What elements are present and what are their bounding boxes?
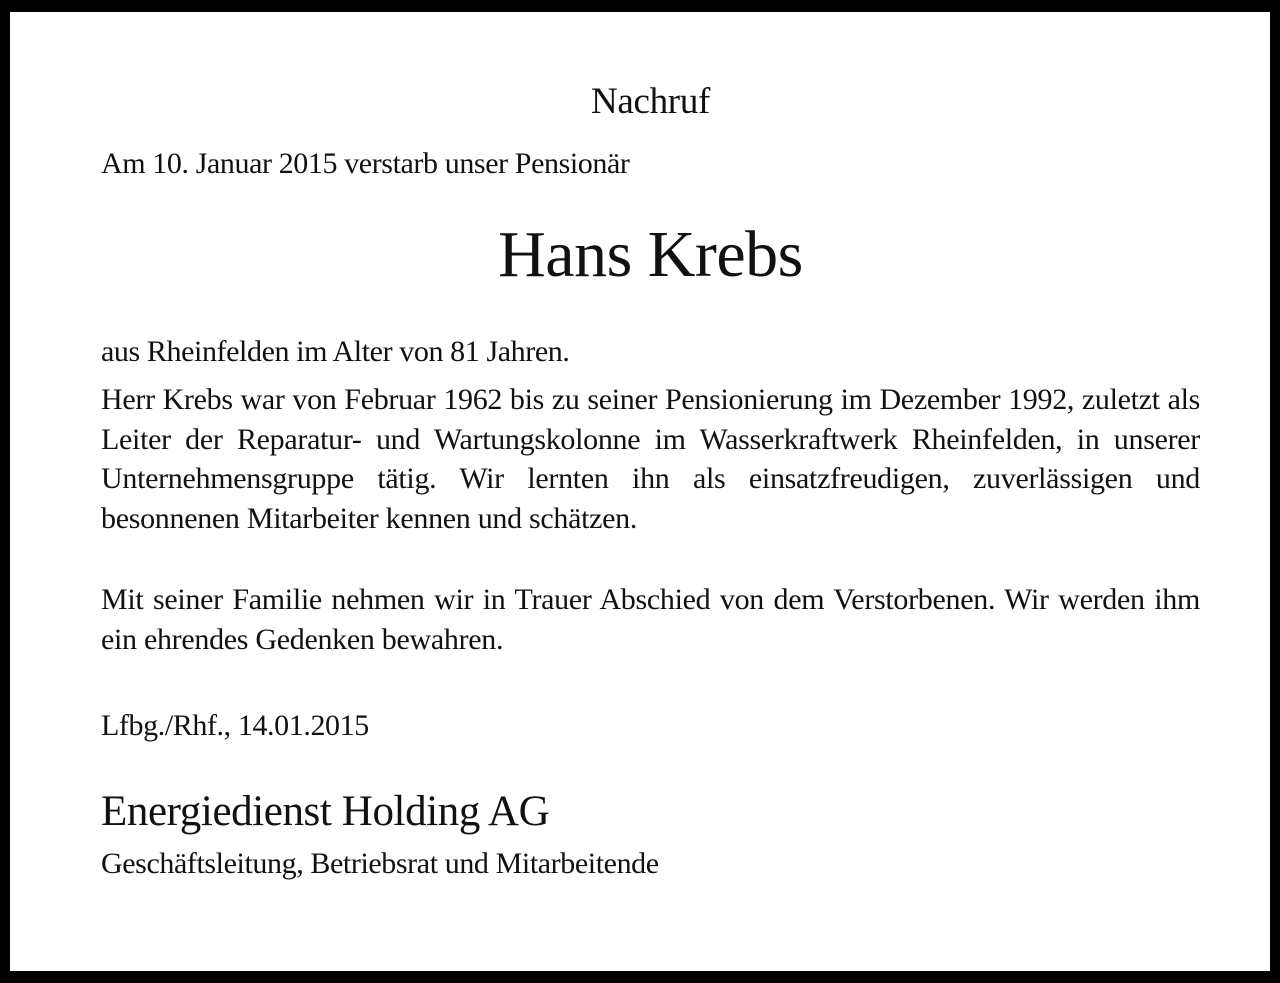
deceased-name: Hans Krebs — [498, 218, 803, 291]
deceased-origin: aus Rheinfelden im Alter von 81 Jahren. — [101, 335, 570, 368]
notice-intro: Am 10. Januar 2015 verstarb unser Pensionär — [101, 147, 630, 180]
career-paragraph: Herr Krebs war von Februar 1962 bis zu seiner Pensionierung im Dezember 1992, zuletzt als Leiter der Reparatur- und Wartungskolonne im Wasserkraftwerk Rheinfelden, in unserer Unternehmensgruppe tätig. Wir lernten ihn als einsatzfreudigen, zuverlässigen und besonnenen Mitarbeiter kennen und schätzen. — [101, 383, 1200, 535]
signatories: Geschäftsleitung, Betriebsrat und Mitarbeitende — [101, 847, 659, 880]
condolence-paragraph: Mit seiner Familie nehmen wir in Trauer Abschied von dem Verstorbenen. Wir werden ihm ein ehrendes Gedenken bewahren. — [101, 583, 1200, 656]
company-name: Energiedienst Holding AG — [101, 788, 550, 835]
notice-heading: Nachruf — [590, 81, 711, 122]
place-date: Lfbg./Rhf., 14.01.2015 — [101, 709, 369, 742]
